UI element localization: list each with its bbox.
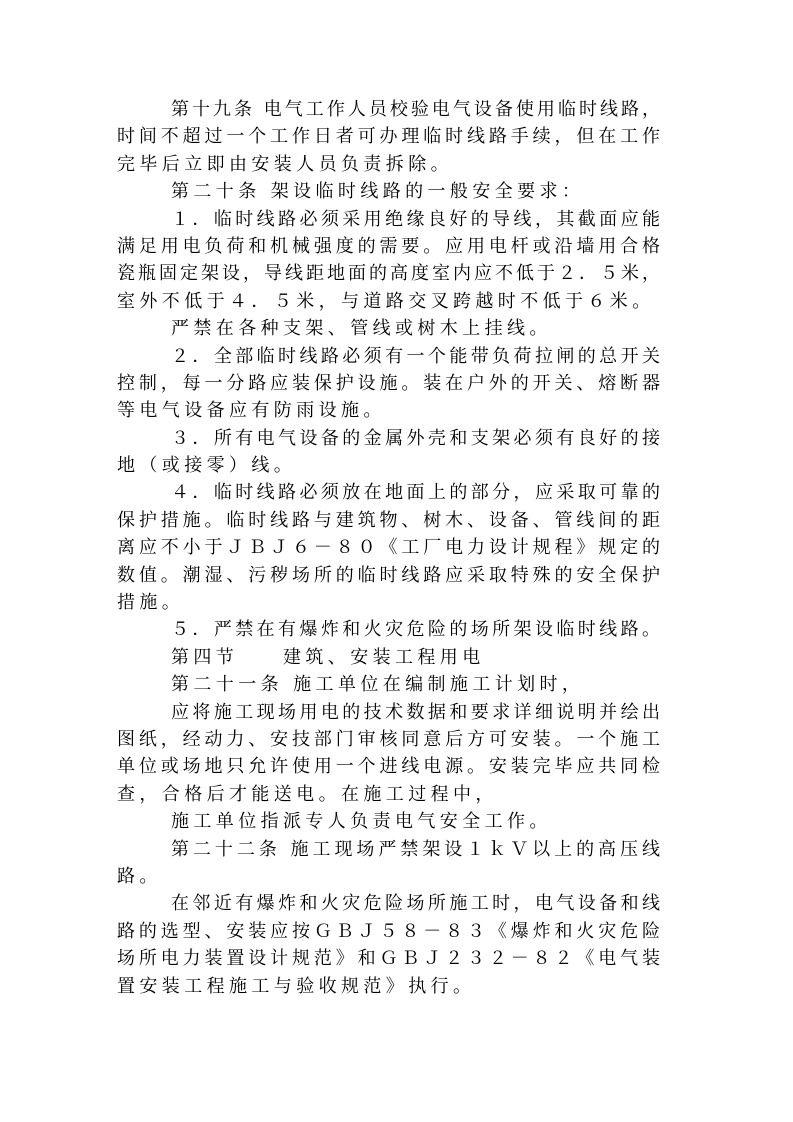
text-line: 在邻近有爆炸和火灾危险场所施工时，电气设备和线 [171, 893, 660, 915]
text-line: 地（或接零）线。 [117, 455, 297, 477]
text-line: １．临时线路必须采用绝缘良好的导线，其截面应能 [171, 208, 660, 230]
text-line: 离应不小于ＪＢＪ６－８０《工厂电力设计规程》规定的 [117, 537, 660, 559]
text-line: 图纸，经动力、安技部门审核同意后方可安装。一个施工 [117, 728, 660, 750]
text-line: 保护措施。临时线路与建筑物、树木、设备、管线间的距 [117, 509, 660, 531]
text-line: 室外不低于４．５米，与道路交叉跨越时不低于６米。 [117, 290, 655, 312]
document-body [117, 96, 660, 1000]
text-line: 时间不超过一个工作日者可办理临时线路手续，但在工作 [117, 126, 660, 148]
text-line: 单位或场地只允许使用一个进线电源。安装完毕应共同检 [117, 756, 660, 778]
text-line: 场所电力装置设计规范》和ＧＢＪ２３２－８２《电气装 [117, 948, 660, 970]
text-line: 数值。潮湿、污秽场所的临时线路应采取特殊的安全保护 [117, 564, 660, 586]
text-line: 等电气设备应有防雨设施。 [117, 400, 386, 422]
text-line: 第十九条 电气工作人员校验电气设备使用临时线路， [171, 99, 660, 120]
text-line: 满足用电负荷和机械强度的需要。应用电杆或沿墙用合格 [117, 235, 660, 257]
text-line: ３．所有电气设备的金属外壳和支架必须有良好的接 [171, 427, 660, 449]
text-line: ４．临时线路必须放在地面上的部分，应采取可靠的 [171, 482, 660, 504]
text-line: 施工单位指派专人负责电气安全工作。 [171, 811, 552, 833]
text-line: 控制，每一分路应装保护设施。装在户外的开关、熔断器 [117, 372, 660, 394]
text-line: 路。 [117, 865, 162, 887]
text-line: 置安装工程施工与验收规范》执行。 [117, 975, 476, 997]
text-line: 措施。 [117, 592, 185, 614]
text-line: ５．严禁在有爆炸和火灾危险的场所架设临时线路。 [171, 619, 660, 641]
text-line: 第二十二条 施工现场严禁架设１ｋＶ以上的高压线 [171, 838, 660, 860]
text-line: 瓷瓶固定架设，导线距地面的高度室内应不低于２．５米， [117, 263, 660, 285]
text-line: 应将施工现场用电的技术数据和要求详细说明并绘出 [171, 701, 660, 723]
text-line: 第四节 建筑、安装工程用电 [171, 646, 485, 668]
text-line: 路的选型、安装应按ＧＢＪ５８－８３《爆炸和火灾危险 [117, 920, 660, 942]
text-line: 第二十条 架设临时线路的一般安全要求： [171, 181, 585, 203]
text-line: 严禁在各种支架、管线或树木上挂线。 [171, 318, 552, 340]
text-line: ２．全部临时线路必须有一个能带负荷拉闸的总开关 [171, 345, 660, 367]
text-line: 查，合格后才能送电。在施工过程中， [117, 783, 498, 805]
text-line: 第二十一条 施工单位在编制施工计划时， [171, 674, 585, 696]
text-line: 完毕后立即由安装人员负责拆除。 [117, 153, 453, 175]
